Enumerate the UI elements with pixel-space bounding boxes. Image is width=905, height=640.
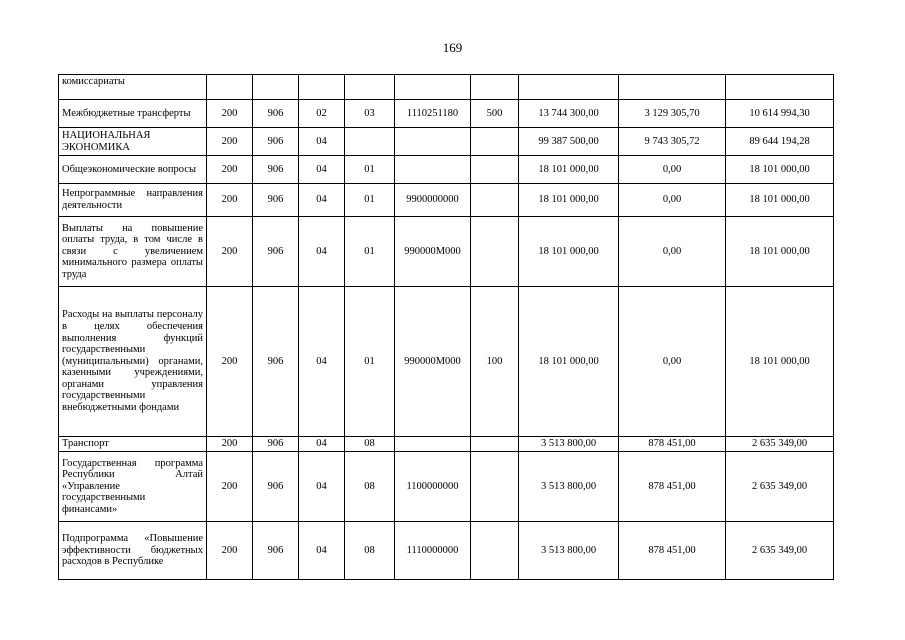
col-amount-3: 18 101 000,00 (726, 184, 834, 217)
table-row (59, 128, 834, 156)
col-subsection (345, 128, 395, 156)
col-amount-2: 878 451,00 (619, 452, 726, 522)
col-section: 04 (299, 128, 345, 156)
col-section (299, 75, 345, 100)
col-amount-2: 0,00 (619, 184, 726, 217)
col-target (395, 437, 471, 452)
col-amount-1: 3 513 800,00 (519, 522, 619, 580)
col-amount-3: 18 101 000,00 (726, 156, 834, 184)
col-target: 1100000000 (395, 452, 471, 522)
table-row (59, 156, 834, 184)
col-target (395, 75, 471, 100)
col-subsection: 01 (345, 287, 395, 437)
col-section: 04 (299, 184, 345, 217)
col-type (471, 217, 519, 287)
row-name: Государственная программа Республики Алтай «Управление государственными финансами» (59, 452, 207, 522)
col-amount-3: 18 101 000,00 (726, 287, 834, 437)
row-name: комиссариаты (59, 75, 207, 100)
col-amount-1: 3 513 800,00 (519, 452, 619, 522)
col-section: 02 (299, 100, 345, 128)
col-code-2: 906 (253, 452, 299, 522)
col-target (395, 128, 471, 156)
col-amount-1 (519, 75, 619, 100)
table-row (59, 184, 834, 217)
row-name: Общеэкономические вопросы (59, 156, 207, 184)
col-type (471, 128, 519, 156)
page-number: 169 (442, 40, 463, 55)
col-amount-3: 89 644 194,28 (726, 128, 834, 156)
col-amount-1: 13 744 300,00 (519, 100, 619, 128)
table-row (59, 522, 834, 580)
row-name: Подпрограмма «Повышение эффективности бюджетных расходов в Республике (59, 522, 207, 580)
col-amount-3: 10 614 994,30 (726, 100, 834, 128)
col-type: 500 (471, 100, 519, 128)
col-subsection (345, 75, 395, 100)
row-name: Выплаты на повышение оплаты труда, в том числе в связи с увеличением минимального размера оплаты труда (59, 217, 207, 287)
col-code-2: 906 (253, 522, 299, 580)
col-section: 04 (299, 217, 345, 287)
col-amount-2: 0,00 (619, 287, 726, 437)
col-code-1 (207, 75, 253, 100)
table-row (59, 217, 834, 287)
col-section: 04 (299, 287, 345, 437)
col-code-1: 200 (207, 437, 253, 452)
col-code-1: 200 (207, 184, 253, 217)
col-amount-3 (726, 75, 834, 100)
col-code-2: 906 (253, 156, 299, 184)
col-subsection: 08 (345, 437, 395, 452)
col-code-1: 200 (207, 522, 253, 580)
row-name: Расходы на выплаты персоналу в целях обеспечения выполнения функций государственными (муниципальными) органами, казенными учреждениями, органами управления государственными внебюджетными фондами (59, 287, 207, 437)
col-type (471, 452, 519, 522)
col-amount-3: 2 635 349,00 (726, 452, 834, 522)
col-target: 9900000000 (395, 184, 471, 217)
col-target (395, 156, 471, 184)
col-amount-1: 18 101 000,00 (519, 217, 619, 287)
col-amount-2: 9 743 305,72 (619, 128, 726, 156)
col-subsection: 01 (345, 217, 395, 287)
col-code-1: 200 (207, 128, 253, 156)
col-type (471, 522, 519, 580)
col-amount-1: 18 101 000,00 (519, 184, 619, 217)
col-code-2: 906 (253, 184, 299, 217)
col-section: 04 (299, 452, 345, 522)
col-amount-2: 3 129 305,70 (619, 100, 726, 128)
col-amount-2 (619, 75, 726, 100)
col-code-1: 200 (207, 452, 253, 522)
row-name: НАЦИОНАЛЬНАЯ ЭКОНОМИКА (59, 128, 207, 156)
col-type (471, 156, 519, 184)
col-section: 04 (299, 156, 345, 184)
col-amount-3: 2 635 349,00 (726, 522, 834, 580)
col-amount-1: 99 387 500,00 (519, 128, 619, 156)
col-code-2 (253, 75, 299, 100)
col-type: 100 (471, 287, 519, 437)
col-target: 990000М000 (395, 287, 471, 437)
col-code-2: 906 (253, 100, 299, 128)
col-code-1: 200 (207, 156, 253, 184)
table-row (59, 100, 834, 128)
col-amount-3: 18 101 000,00 (726, 217, 834, 287)
table-row (59, 75, 834, 100)
col-code-2: 906 (253, 437, 299, 452)
col-subsection: 03 (345, 100, 395, 128)
table-row (59, 452, 834, 522)
col-code-1: 200 (207, 100, 253, 128)
col-amount-2: 878 451,00 (619, 437, 726, 452)
col-section: 04 (299, 437, 345, 452)
col-type (471, 75, 519, 100)
row-name: Непрограммные направления деятельности (59, 184, 207, 217)
row-name: Транспорт (59, 437, 207, 452)
col-amount-1: 18 101 000,00 (519, 287, 619, 437)
col-subsection: 01 (345, 184, 395, 217)
col-target: 1110000000 (395, 522, 471, 580)
col-subsection: 08 (345, 522, 395, 580)
row-name: Межбюджетные трансферты (59, 100, 207, 128)
col-code-2: 906 (253, 217, 299, 287)
col-amount-2: 878 451,00 (619, 522, 726, 580)
col-target: 1110251180 (395, 100, 471, 128)
col-code-1: 200 (207, 217, 253, 287)
col-amount-3: 2 635 349,00 (726, 437, 834, 452)
col-subsection: 01 (345, 156, 395, 184)
col-type (471, 184, 519, 217)
col-amount-1: 18 101 000,00 (519, 156, 619, 184)
col-section: 04 (299, 522, 345, 580)
table-row (59, 437, 834, 452)
col-code-1: 200 (207, 287, 253, 437)
col-code-2: 906 (253, 128, 299, 156)
budget-table (58, 74, 834, 580)
col-type (471, 437, 519, 452)
col-amount-1: 3 513 800,00 (519, 437, 619, 452)
col-subsection: 08 (345, 452, 395, 522)
col-target: 990000М000 (395, 217, 471, 287)
table-row (59, 287, 834, 437)
col-code-2: 906 (253, 287, 299, 437)
col-amount-2: 0,00 (619, 156, 726, 184)
col-amount-2: 0,00 (619, 217, 726, 287)
